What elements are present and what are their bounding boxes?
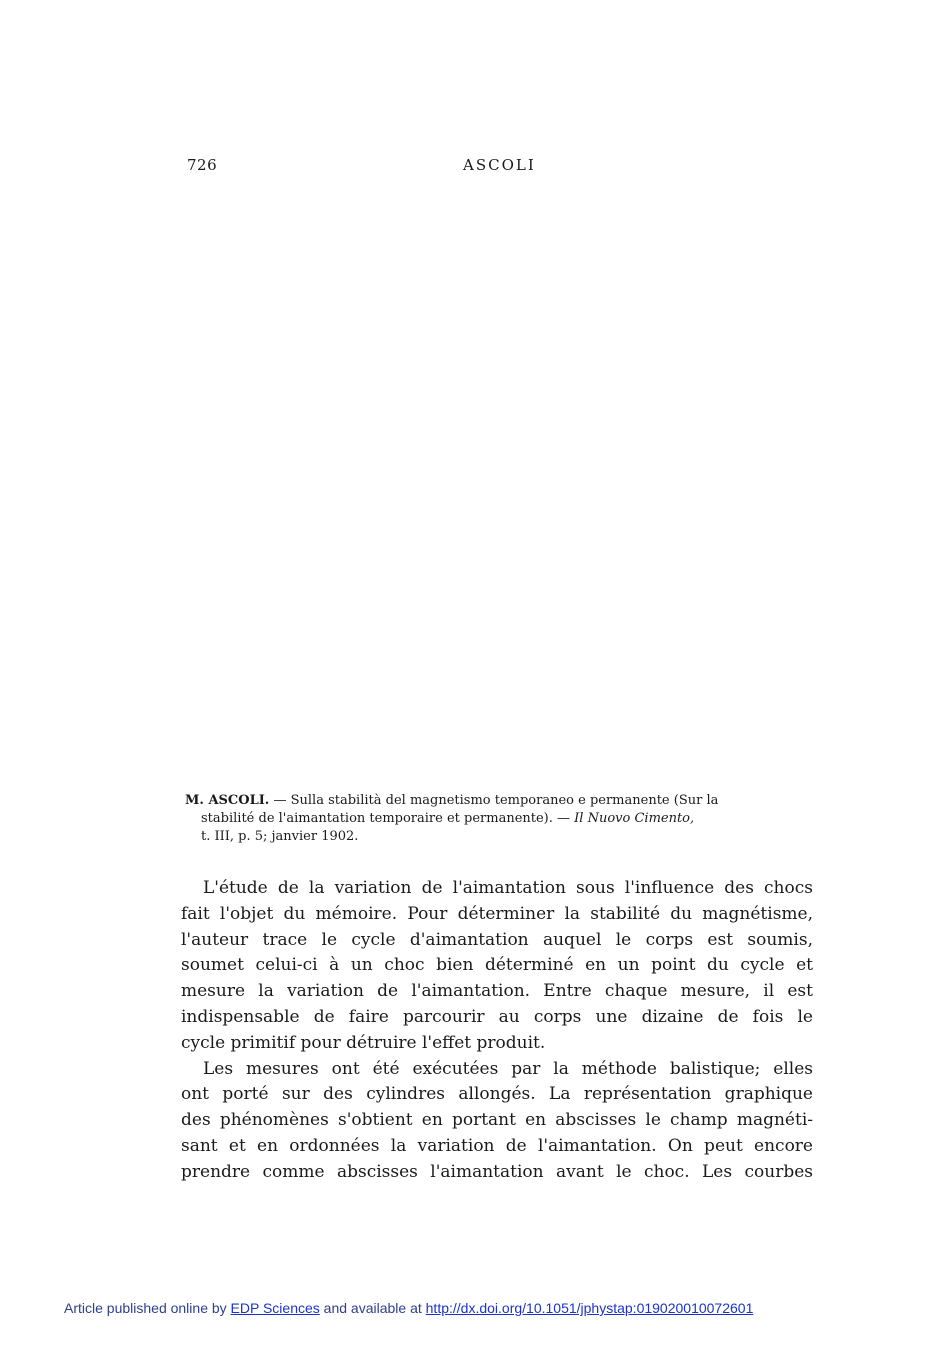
body-line: fait l'objet du mémoire. Pour déterminer la stabilité du magnétisme, — [181, 903, 813, 924]
citation-subtitle: stabilité de l'aimantation temporaire et permanente). — — [201, 811, 575, 826]
citation-title: — Sulla stabilità del magnetismo temporaneo e permanente (Sur la — [269, 793, 719, 808]
footer-middle: and available at — [319, 1300, 426, 1316]
running-head: ASCOLI — [463, 156, 536, 174]
body-line: soumet celui-ci à un choc bien déterminé en un point du cycle et — [181, 955, 813, 976]
citation — [185, 792, 815, 846]
citation-journal: Il Nuovo Cimento, — [574, 811, 695, 826]
body-line: Les mesures ont été exécutées par la méthode balistique; elles — [203, 1058, 813, 1079]
body-line: L'étude de la variation de l'aimantation sous l'influence des chocs — [203, 878, 813, 898]
body-line: des phénomènes s'obtient en portant en abscisses le champ magnéti- — [181, 1110, 813, 1131]
citation-line-2 — [185, 810, 815, 828]
footer — [64, 1300, 753, 1316]
body-line: mesure la variation de l'aimantation. Entre chaque mesure, il est — [181, 981, 813, 1002]
citation-line-3: t. III, p. 5; janvier 1902. — [201, 829, 359, 844]
citation-line-1 — [185, 792, 815, 810]
body-line: cycle primitif pour détruire l'effet produit. — [181, 1032, 546, 1053]
citation-author: M. ASCOLI. — [185, 793, 270, 808]
body-text — [181, 876, 813, 1186]
body-line: sant et en ordonnées la variation de l'aimantation. On peut encore — [181, 1135, 813, 1156]
publisher-link[interactable]: EDP Sciences — [230, 1300, 320, 1316]
body-line: indispensable de faire parcourir au corps une dizaine de fois le — [181, 1006, 813, 1027]
footer-prefix: Article published online by — [64, 1300, 231, 1316]
body-line: ont porté sur des cylindres allongés. La représentation graphique — [181, 1084, 813, 1105]
body-line: prendre comme abscisses l'aimantation avant le choc. Les courbes — [181, 1161, 813, 1182]
doi-link[interactable]: http://dx.doi.org/10.1051/jphystap:019020010072601 — [425, 1300, 754, 1316]
body-line: l'auteur trace le cycle d'aimantation auquel le corps est soumis, — [181, 929, 813, 950]
page-number: 726 — [187, 156, 218, 174]
